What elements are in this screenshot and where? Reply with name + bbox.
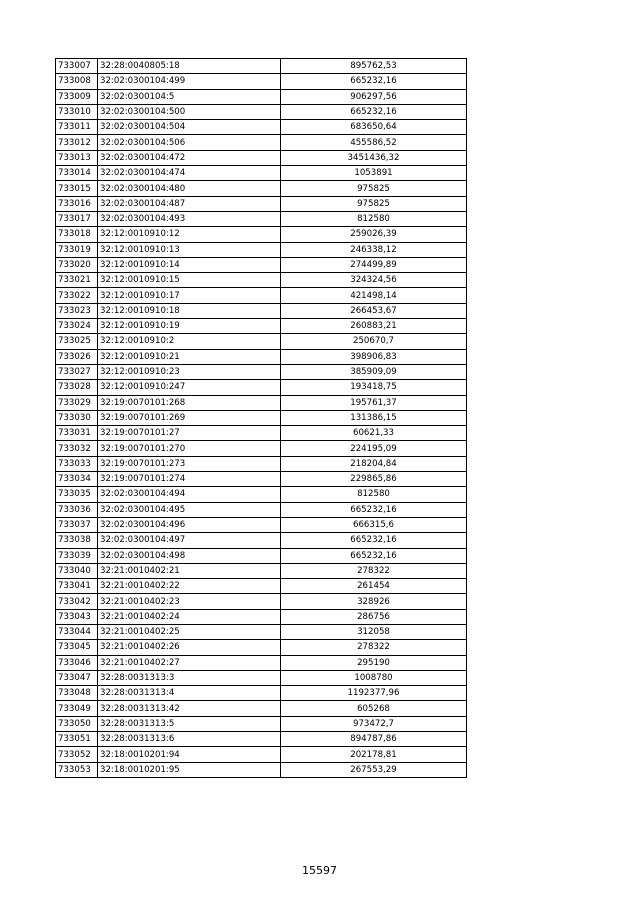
cadastral-number-cell: 32:12:0010910:15: [98, 273, 281, 288]
table-row: [56, 456, 467, 471]
value-cell: 3451436,32: [281, 150, 467, 165]
cadastral-number-cell: 32:02:0300104:504: [98, 120, 281, 135]
table-row: [56, 594, 467, 609]
table-row: [56, 426, 467, 441]
cadastral-number-cell: 32:19:0070101:270: [98, 441, 281, 456]
row-id-cell: 733020: [56, 257, 98, 272]
value-cell: 295190: [281, 655, 467, 670]
row-id-cell: 733012: [56, 135, 98, 150]
cadastral-number-cell: 32:12:0010910:12: [98, 227, 281, 242]
value-cell: 665232,16: [281, 533, 467, 548]
table-row: [56, 624, 467, 639]
row-id-cell: 733032: [56, 441, 98, 456]
value-cell: 973472,7: [281, 716, 467, 731]
value-cell: 193418,75: [281, 380, 467, 395]
value-cell: 906297,56: [281, 89, 467, 104]
row-id-cell: 733049: [56, 701, 98, 716]
cadastral-number-cell: 32:21:0010402:26: [98, 640, 281, 655]
registry-table: [55, 58, 467, 778]
row-id-cell: 733033: [56, 456, 98, 471]
value-cell: 605268: [281, 701, 467, 716]
value-cell: 1008780: [281, 670, 467, 685]
table-row: [56, 701, 467, 716]
cadastral-number-cell: 32:19:0070101:269: [98, 410, 281, 425]
value-cell: 229865,86: [281, 472, 467, 487]
row-id-cell: 733022: [56, 288, 98, 303]
table-row: [56, 319, 467, 334]
table-row: [56, 380, 467, 395]
table-row: [56, 74, 467, 89]
value-cell: 195761,37: [281, 395, 467, 410]
row-id-cell: 733019: [56, 242, 98, 257]
row-id-cell: 733050: [56, 716, 98, 731]
table-row: [56, 395, 467, 410]
table-row: [56, 364, 467, 379]
cadastral-number-cell: 32:18:0010201:94: [98, 747, 281, 762]
table-row: [56, 716, 467, 731]
row-id-cell: 733053: [56, 762, 98, 777]
row-id-cell: 733035: [56, 487, 98, 502]
row-id-cell: 733010: [56, 104, 98, 119]
value-cell: 975825: [281, 196, 467, 211]
table-row: [56, 533, 467, 548]
table-row: [56, 303, 467, 318]
value-cell: 895762,53: [281, 59, 467, 74]
cadastral-number-cell: 32:02:0300104:480: [98, 181, 281, 196]
table-row: [56, 150, 467, 165]
value-cell: 666315,6: [281, 517, 467, 532]
cadastral-number-cell: 32:21:0010402:24: [98, 609, 281, 624]
cadastral-number-cell: 32:12:0010910:23: [98, 364, 281, 379]
cadastral-number-cell: 32:02:0300104:496: [98, 517, 281, 532]
value-cell: 385909,09: [281, 364, 467, 379]
table-row: [56, 747, 467, 762]
cadastral-number-cell: 32:02:0300104:487: [98, 196, 281, 211]
cadastral-number-cell: 32:18:0010201:95: [98, 762, 281, 777]
cadastral-number-cell: 32:19:0070101:273: [98, 456, 281, 471]
value-cell: 398906,83: [281, 349, 467, 364]
cadastral-number-cell: 32:12:0010910:18: [98, 303, 281, 318]
table-row: [56, 640, 467, 655]
table-row: [56, 349, 467, 364]
table-row: [56, 410, 467, 425]
row-id-cell: 733014: [56, 166, 98, 181]
table-row: [56, 196, 467, 211]
cadastral-number-cell: 32:28:0031313:6: [98, 732, 281, 747]
table-row: [56, 579, 467, 594]
cadastral-number-cell: 32:02:0300104:494: [98, 487, 281, 502]
cadastral-number-cell: 32:21:0010402:25: [98, 624, 281, 639]
row-id-cell: 733042: [56, 594, 98, 609]
value-cell: 665232,16: [281, 104, 467, 119]
cadastral-number-cell: 32:12:0010910:14: [98, 257, 281, 272]
cadastral-number-cell: 32:02:0300104:506: [98, 135, 281, 150]
cadastral-number-cell: 32:12:0010910:13: [98, 242, 281, 257]
cadastral-number-cell: 32:28:0031313:42: [98, 701, 281, 716]
value-cell: 1053891: [281, 166, 467, 181]
value-cell: 665232,16: [281, 548, 467, 563]
table-row: [56, 472, 467, 487]
row-id-cell: 733016: [56, 196, 98, 211]
table-row: [56, 273, 467, 288]
value-cell: 278322: [281, 563, 467, 578]
row-id-cell: 733021: [56, 273, 98, 288]
value-cell: 665232,16: [281, 74, 467, 89]
table-row: [56, 59, 467, 74]
registry-table-body: [56, 59, 467, 778]
table-row: [56, 655, 467, 670]
row-id-cell: 733046: [56, 655, 98, 670]
value-cell: 812580: [281, 487, 467, 502]
row-id-cell: 733018: [56, 227, 98, 242]
table-row: [56, 181, 467, 196]
row-id-cell: 733024: [56, 319, 98, 334]
table-row: [56, 242, 467, 257]
table-row: [56, 609, 467, 624]
row-id-cell: 733011: [56, 120, 98, 135]
table-row: [56, 563, 467, 578]
row-id-cell: 733026: [56, 349, 98, 364]
row-id-cell: 733034: [56, 472, 98, 487]
row-id-cell: 733027: [56, 364, 98, 379]
table-row: [56, 166, 467, 181]
cadastral-number-cell: 32:02:0300104:5: [98, 89, 281, 104]
value-cell: 224195,09: [281, 441, 467, 456]
table-row: [56, 104, 467, 119]
table-row: [56, 441, 467, 456]
row-id-cell: 733029: [56, 395, 98, 410]
value-cell: 286756: [281, 609, 467, 624]
cadastral-number-cell: 32:28:0031313:3: [98, 670, 281, 685]
row-id-cell: 733017: [56, 211, 98, 226]
row-id-cell: 733031: [56, 426, 98, 441]
cadastral-number-cell: 32:28:0031313:5: [98, 716, 281, 731]
cadastral-number-cell: 32:02:0300104:497: [98, 533, 281, 548]
value-cell: 246338,12: [281, 242, 467, 257]
value-cell: 894787,86: [281, 732, 467, 747]
table-row: [56, 548, 467, 563]
cadastral-number-cell: 32:02:0300104:472: [98, 150, 281, 165]
table-row: [56, 487, 467, 502]
row-id-cell: 733040: [56, 563, 98, 578]
cadastral-number-cell: 32:12:0010910:19: [98, 319, 281, 334]
row-id-cell: 733009: [56, 89, 98, 104]
value-cell: 421498,14: [281, 288, 467, 303]
value-cell: 455586,52: [281, 135, 467, 150]
row-id-cell: 733051: [56, 732, 98, 747]
table-row: [56, 89, 467, 104]
cadastral-number-cell: 32:21:0010402:27: [98, 655, 281, 670]
cadastral-number-cell: 32:12:0010910:247: [98, 380, 281, 395]
value-cell: 261454: [281, 579, 467, 594]
row-id-cell: 733039: [56, 548, 98, 563]
value-cell: 324324,56: [281, 273, 467, 288]
table-row: [56, 762, 467, 777]
value-cell: 259026,39: [281, 227, 467, 242]
cadastral-number-cell: 32:28:0040805:18: [98, 59, 281, 74]
table-row: [56, 686, 467, 701]
cadastral-number-cell: 32:12:0010910:21: [98, 349, 281, 364]
value-cell: 267553,29: [281, 762, 467, 777]
row-id-cell: 733047: [56, 670, 98, 685]
table-row: [56, 257, 467, 272]
cadastral-number-cell: 32:19:0070101:268: [98, 395, 281, 410]
table-row: [56, 288, 467, 303]
cadastral-number-cell: 32:12:0010910:2: [98, 334, 281, 349]
cadastral-number-cell: 32:02:0300104:474: [98, 166, 281, 181]
value-cell: 202178,81: [281, 747, 467, 762]
value-cell: 60621,33: [281, 426, 467, 441]
value-cell: 328926: [281, 594, 467, 609]
page-number: 15597: [302, 864, 337, 877]
value-cell: 250670,7: [281, 334, 467, 349]
cadastral-number-cell: 32:12:0010910:17: [98, 288, 281, 303]
cadastral-number-cell: 32:19:0070101:274: [98, 472, 281, 487]
row-id-cell: 733036: [56, 502, 98, 517]
cadastral-number-cell: 32:02:0300104:499: [98, 74, 281, 89]
row-id-cell: 733007: [56, 59, 98, 74]
table-row: [56, 502, 467, 517]
value-cell: 218204,84: [281, 456, 467, 471]
table-row: [56, 120, 467, 135]
row-id-cell: 733037: [56, 517, 98, 532]
value-cell: 812580: [281, 211, 467, 226]
cadastral-number-cell: 32:21:0010402:21: [98, 563, 281, 578]
row-id-cell: 733025: [56, 334, 98, 349]
table-row: [56, 211, 467, 226]
value-cell: 278322: [281, 640, 467, 655]
cadastral-number-cell: 32:19:0070101:27: [98, 426, 281, 441]
row-id-cell: 733030: [56, 410, 98, 425]
table-row: [56, 670, 467, 685]
table-row: [56, 227, 467, 242]
value-cell: 975825: [281, 181, 467, 196]
table-row: [56, 732, 467, 747]
row-id-cell: 733052: [56, 747, 98, 762]
row-id-cell: 733023: [56, 303, 98, 318]
value-cell: 665232,16: [281, 502, 467, 517]
table-row: [56, 135, 467, 150]
value-cell: 683650,64: [281, 120, 467, 135]
value-cell: 260883,21: [281, 319, 467, 334]
cadastral-number-cell: 32:02:0300104:493: [98, 211, 281, 226]
row-id-cell: 733045: [56, 640, 98, 655]
row-id-cell: 733044: [56, 624, 98, 639]
cadastral-number-cell: 32:02:0300104:500: [98, 104, 281, 119]
value-cell: 312058: [281, 624, 467, 639]
row-id-cell: 733038: [56, 533, 98, 548]
row-id-cell: 733008: [56, 74, 98, 89]
value-cell: 274499,89: [281, 257, 467, 272]
row-id-cell: 733015: [56, 181, 98, 196]
cadastral-number-cell: 32:02:0300104:495: [98, 502, 281, 517]
table-row: [56, 334, 467, 349]
value-cell: 266453,67: [281, 303, 467, 318]
row-id-cell: 733028: [56, 380, 98, 395]
row-id-cell: 733043: [56, 609, 98, 624]
row-id-cell: 733048: [56, 686, 98, 701]
cadastral-number-cell: 32:21:0010402:23: [98, 594, 281, 609]
row-id-cell: 733041: [56, 579, 98, 594]
value-cell: 1192377,96: [281, 686, 467, 701]
cadastral-number-cell: 32:28:0031313:4: [98, 686, 281, 701]
cadastral-number-cell: 32:02:0300104:498: [98, 548, 281, 563]
row-id-cell: 733013: [56, 150, 98, 165]
table-row: [56, 517, 467, 532]
cadastral-number-cell: 32:21:0010402:22: [98, 579, 281, 594]
value-cell: 131386,15: [281, 410, 467, 425]
